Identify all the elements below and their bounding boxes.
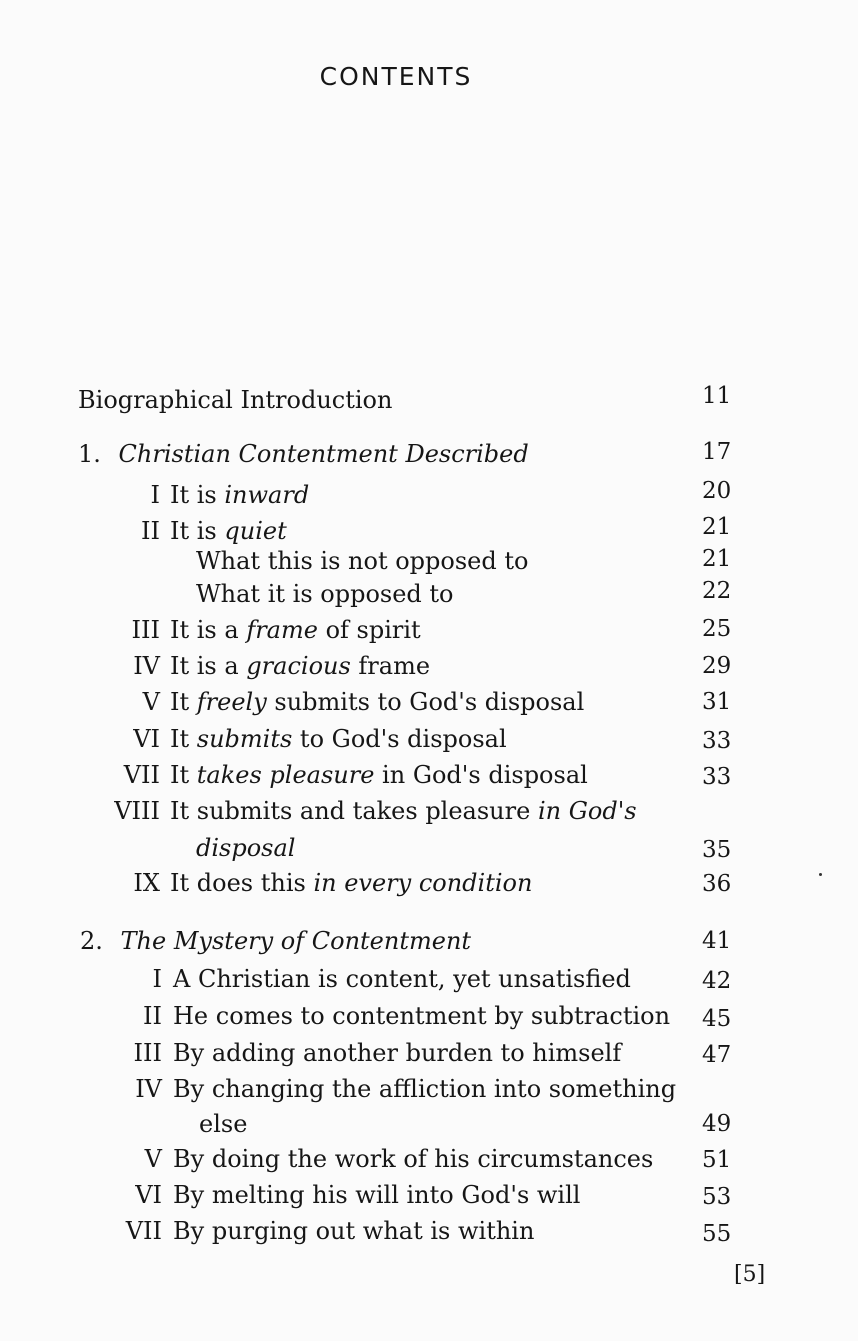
toc-subentry: What this is not opposed to bbox=[196, 547, 529, 575]
chapter-number: 1. bbox=[78, 440, 101, 468]
toc-entry-biographical-introduction bbox=[78, 384, 392, 416]
page-number: 33 bbox=[702, 764, 732, 790]
toc-entry: It is a gracious frame bbox=[170, 652, 431, 680]
toc-entry: It submits and takes pleasure in God's bbox=[170, 797, 637, 825]
contents-heading: CONTENTS bbox=[319, 62, 473, 91]
toc-entry: By adding another burden to himself bbox=[173, 1039, 622, 1067]
page-number: 42 bbox=[702, 968, 732, 994]
roman-numeral: V bbox=[144, 1145, 162, 1173]
toc-entry: It is quiet bbox=[170, 517, 287, 545]
toc-entry: He comes to contentment by subtraction bbox=[173, 1002, 671, 1030]
page-number: 21 bbox=[702, 546, 732, 572]
toc-entry: It is a frame of spirit bbox=[170, 616, 421, 644]
roman-numeral: III bbox=[131, 616, 160, 644]
toc-entry: It submits to God's disposal bbox=[170, 725, 507, 753]
toc-subentry: What it is opposed to bbox=[196, 580, 454, 608]
page-number: 36 bbox=[702, 871, 732, 897]
toc-entry: It takes pleasure in God's disposal bbox=[170, 761, 588, 789]
speck-mark bbox=[819, 873, 822, 876]
toc-chapter-1 bbox=[78, 438, 529, 470]
page-number: 11 bbox=[702, 383, 732, 409]
roman-numeral: VI bbox=[135, 1181, 162, 1209]
page-number: 45 bbox=[702, 1006, 732, 1032]
entry-label: Biographical Introduction bbox=[78, 386, 393, 414]
chapter-title: The Mystery of Contentment bbox=[120, 927, 472, 955]
toc-entry: By purging out what is within bbox=[173, 1217, 535, 1245]
roman-numeral: II bbox=[143, 1002, 162, 1030]
page-number: 49 bbox=[702, 1111, 732, 1137]
page-number: 17 bbox=[702, 439, 732, 465]
page-number: 22 bbox=[702, 578, 732, 604]
roman-numeral: VII bbox=[125, 1217, 162, 1245]
page-number: 41 bbox=[702, 928, 732, 954]
toc-entry: It does this in every condition bbox=[170, 869, 533, 897]
toc-entry: By changing the affliction into something bbox=[173, 1075, 677, 1103]
page-number: 53 bbox=[702, 1184, 732, 1210]
toc-entry-continuation: else bbox=[199, 1110, 248, 1138]
page-number: 21 bbox=[702, 514, 732, 540]
page-number: 20 bbox=[702, 478, 732, 504]
page-number: 51 bbox=[702, 1147, 732, 1173]
page-number: 55 bbox=[702, 1221, 732, 1247]
toc-entry: By melting his will into God's will bbox=[173, 1181, 581, 1209]
roman-numeral: IX bbox=[133, 869, 160, 897]
toc-entry-continuation: disposal bbox=[196, 834, 296, 862]
page-number: 25 bbox=[702, 616, 732, 642]
page-number: 35 bbox=[702, 837, 732, 863]
chapter-title: Christian Contentment Described bbox=[118, 440, 529, 468]
roman-numeral: III bbox=[133, 1039, 162, 1067]
roman-numeral: I bbox=[152, 965, 162, 993]
roman-numeral: I bbox=[150, 481, 160, 509]
roman-numeral: II bbox=[141, 517, 160, 545]
roman-numeral: VIII bbox=[114, 797, 160, 825]
page-number: 29 bbox=[702, 653, 732, 679]
toc-entry: It is inward bbox=[170, 481, 310, 509]
page-number: 33 bbox=[702, 728, 732, 754]
roman-numeral: IV bbox=[133, 652, 160, 680]
roman-numeral: VII bbox=[123, 761, 160, 789]
roman-numeral: IV bbox=[135, 1075, 162, 1103]
chapter-number: 2. bbox=[80, 927, 103, 955]
roman-numeral: VI bbox=[133, 725, 160, 753]
folio-page-number: [5] bbox=[734, 1262, 766, 1287]
page-number: 47 bbox=[702, 1042, 732, 1068]
toc-entry: A Christian is content, yet unsatisfied bbox=[173, 965, 631, 993]
roman-numeral: V bbox=[142, 688, 160, 716]
toc-entry: By doing the work of his circumstances bbox=[173, 1145, 654, 1173]
page-number: 31 bbox=[702, 689, 732, 715]
toc-entry: It freely submits to God's disposal bbox=[170, 688, 585, 716]
toc-chapter-2 bbox=[80, 925, 471, 957]
